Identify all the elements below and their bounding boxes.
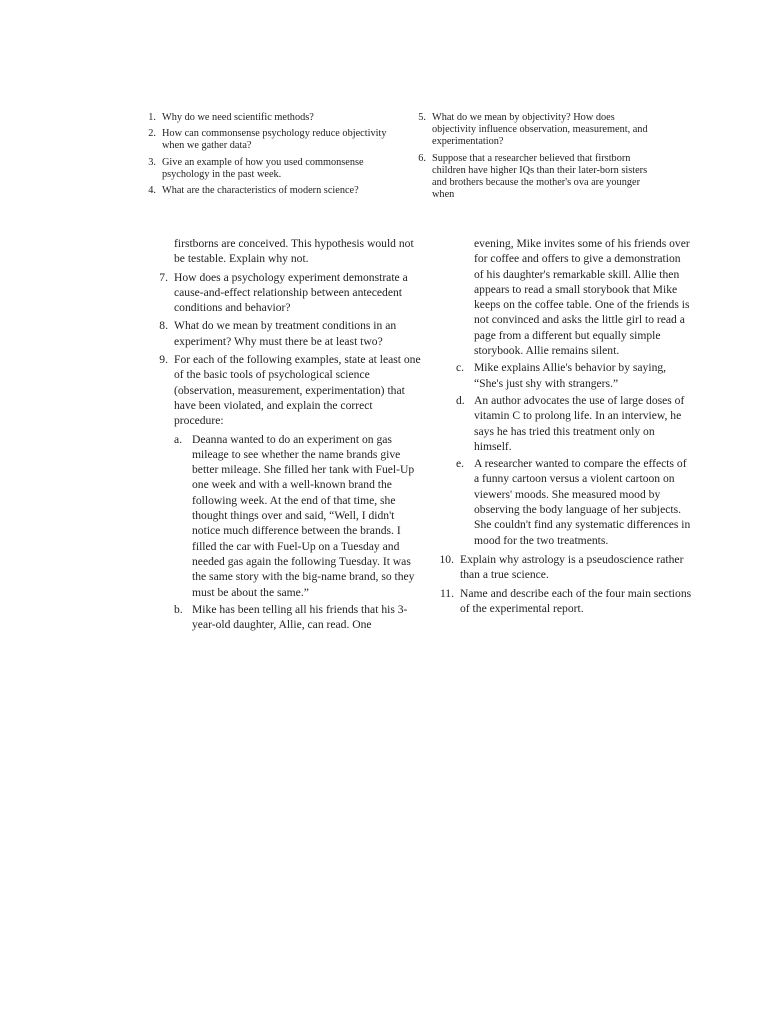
question-item	[412, 112, 648, 149]
sub-item-text: An author advocates the use of large doses of vitamin C to prolong life. In an interview, he says he has tried this treatment only on himself.	[474, 393, 685, 453]
sub-item	[174, 602, 422, 633]
question-number: 3.	[148, 156, 156, 168]
question-item	[432, 586, 692, 617]
question-number: 9.	[159, 353, 168, 367]
question-6-continuation: firstborns are conceived. This hypothesis would not be testable. Explain why not.	[174, 237, 414, 266]
right-column	[432, 236, 692, 619]
sub-item-letter: a.	[174, 432, 183, 446]
sub-item-letter: d.	[456, 393, 465, 407]
question-item	[142, 157, 410, 181]
question-text: Suppose that a researcher believed that firstborn children have higher IQs than their later-born sisters and brothers because the mother's ova are younger when	[432, 152, 648, 201]
question-number: 7.	[159, 270, 168, 284]
question-text: How can commonsense psychology reduce objectivity when we gather data?	[162, 128, 387, 152]
question-item	[146, 352, 422, 428]
sub-item-text: A researcher wanted to compare the effects of a funny cartoon versus a violent cartoon on viewers' moods. She measured mood by observing the body language of her subjects. She couldn't find any systematic differences in mood for the two treatments.	[474, 457, 691, 547]
question-text: What are the characteristics of modern science?	[162, 185, 359, 197]
question-text: What do we mean by treatment conditions in an experiment? Why must there be at least two?	[174, 319, 397, 348]
question-item	[142, 128, 410, 152]
left-column	[146, 236, 422, 634]
sub-item	[456, 360, 692, 391]
top-right-questions	[412, 112, 648, 205]
sub-item-letter: c.	[456, 361, 465, 375]
question-item	[432, 552, 692, 583]
question-text: Why do we need scientific methods?	[162, 112, 314, 123]
question-number: 5.	[418, 112, 426, 123]
question-text: How does a psychology experiment demonstrate a cause-and-effect relationship between antecedent conditions and behavior?	[174, 270, 408, 315]
sub-item	[174, 432, 422, 600]
sub-item	[456, 393, 692, 454]
question-number: 2.	[148, 128, 156, 140]
question-text: Explain why astrology is a pseudoscience rather than a true science.	[460, 552, 684, 582]
question-number: 6.	[418, 152, 426, 164]
sub-item	[456, 456, 692, 548]
sub-item-b-continuation: evening, Mike invites some of his friends over for coffee and offers to give a demonstration of his daughter's remarkable skill. Allie then appears to read a small storybook that Mike keeps on the coffee table. One of the friends is not convinced and asks the little girl to read a page from a different but equally simple storybook. Allie remains silent.	[474, 237, 690, 358]
question-number: 1.	[148, 112, 156, 123]
question-item	[146, 270, 422, 316]
question-text: Name and describe each of the four main sections of the experimental report.	[460, 586, 692, 615]
question-number: 8.	[159, 319, 168, 333]
question-item	[412, 153, 648, 202]
question-number: 10.	[439, 552, 454, 566]
question-number: 11.	[439, 586, 454, 600]
question-item	[142, 112, 410, 124]
top-left-questions	[142, 112, 410, 201]
question-text: What do we mean by objectivity? How does objectivity influence observation, measurement, and experimentation?	[432, 112, 648, 148]
sub-item-letter: b.	[174, 602, 183, 616]
sub-item-letter: e.	[456, 457, 465, 471]
question-text: For each of the following examples, state at least one of the basic tools of psychological science (observation, measurement, experimentation) that have been violated, and explain the correct procedure:	[174, 353, 421, 428]
question-item	[146, 318, 422, 349]
sub-item-text: Mike has been telling all his friends that his 3-year-old daughter, Allie, can read. One	[192, 602, 408, 632]
sub-item-text: Deanna wanted to do an experiment on gas mileage to see whether the name brands give better mileage. She filled her tank with Fuel-Up one week and with a well-known brand the following week. At the end of that time, she thought things over and said, “Well, I didn't notice much difference between the brands. I filled the car with Fuel-Up on a Tuesday and needed gas again the following Tuesday. It was the same story with the big-name brand, so they must be about the same.”	[192, 432, 415, 599]
sub-item-text: Mike explains Allie's behavior by saying, “She's just shy with strangers.”	[474, 361, 667, 390]
question-text: Give an example of how you used commonsense psychology in the past week.	[162, 156, 364, 180]
question-number: 4.	[148, 185, 156, 197]
question-item	[142, 185, 410, 197]
